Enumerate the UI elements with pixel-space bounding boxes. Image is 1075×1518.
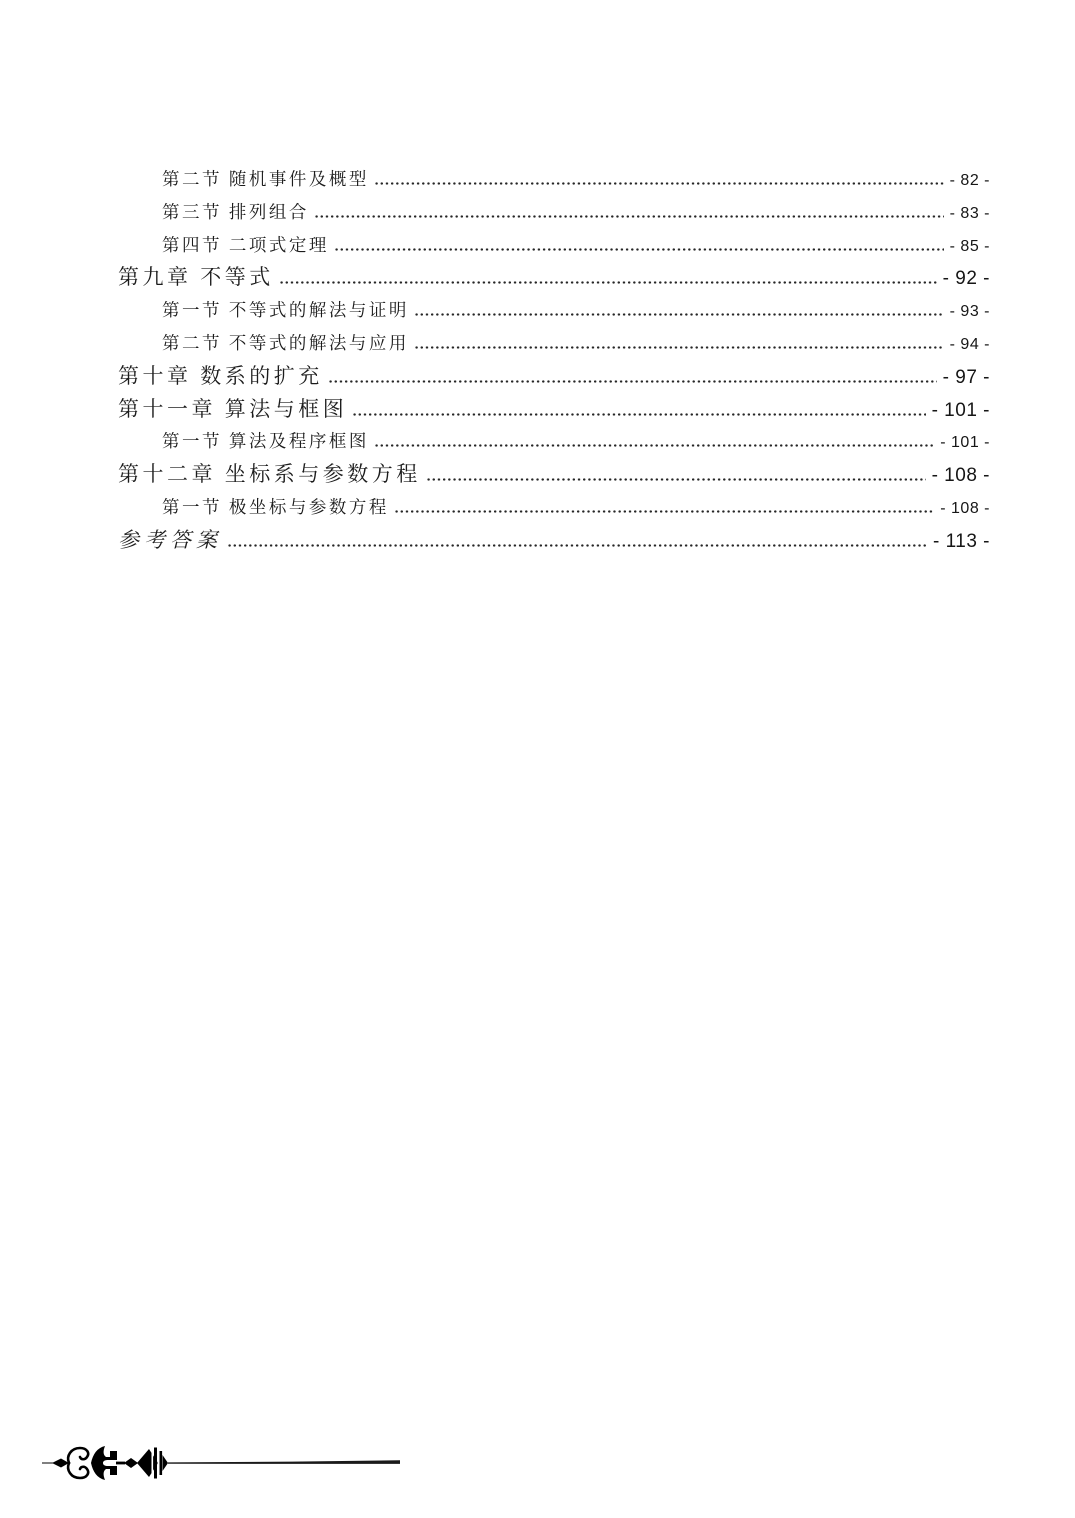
toc-entry-page: - 97 - [942,366,990,388]
toc-dot-leader [374,182,944,185]
toc-entry-label: 第一节 极坐标与参数方程 [162,496,389,517]
toc-dot-leader [279,281,937,284]
toc-entry[interactable] [118,294,990,327]
table-of-contents [118,163,990,557]
toc-entry-label: 第二节 随机事件及概型 [162,169,369,189]
toc-entry-page: - 94 - [949,335,990,353]
toc-dot-leader [314,215,944,218]
toc-entry-page: - 101 - [940,434,990,452]
toc-dot-leader [328,380,937,383]
toc-entry-label: 第二节 不等式的解法与应用 [162,332,409,353]
toc-dot-leader [414,313,944,316]
toc-entry[interactable] [118,196,990,229]
toc-entry[interactable] [118,524,990,557]
toc-entry-label: 第一节 算法及程序框图 [162,431,369,452]
toc-entry[interactable] [118,327,990,360]
toc-entry-label: 第十一章 算法与框图 [118,396,348,421]
toc-dot-leader [374,444,934,447]
toc-entry-page: - 82 - [949,172,990,189]
toc-entry-page: - 85 - [949,237,990,255]
toc-dot-leader [414,346,944,349]
decorative-flourish-icon [42,1443,402,1483]
toc-entry-page: - 83 - [949,204,990,222]
toc-entry-page: - 108 - [940,499,990,517]
toc-entry[interactable] [118,163,990,196]
toc-entry-label: 参考答案 [118,527,222,552]
toc-entry-label: 第三节 排列组合 [162,201,309,222]
toc-entry[interactable] [118,425,990,458]
toc-entry-page: - 92 - [942,268,990,290]
toc-entry[interactable] [118,393,990,426]
toc-entry[interactable] [118,491,990,524]
toc-entry[interactable] [118,229,990,262]
toc-entry-label: 第九章 不等式 [118,265,274,290]
toc-entry-label: 第四节 二项式定理 [162,234,329,255]
toc-entry-page: - 93 - [949,303,990,321]
toc-entry[interactable] [118,360,990,393]
toc-dot-leader [352,413,925,416]
toc-dot-leader [394,510,934,513]
toc-entry[interactable] [118,458,990,491]
toc-entry-label: 第一节 不等式的解法与证明 [162,300,409,321]
toc-entry-page: - 113 - [932,530,990,552]
toc-dot-leader [227,544,927,547]
toc-entry[interactable] [118,261,990,294]
toc-dot-leader [334,248,944,251]
toc-entry-page: - 108 - [931,465,990,487]
toc-dot-leader [426,478,926,481]
toc-entry-label: 第十章 数系的扩充 [118,363,323,388]
toc-entry-label: 第十二章 坐标系与参数方程 [118,462,421,487]
toc-entry-page: - 101 - [931,399,990,421]
